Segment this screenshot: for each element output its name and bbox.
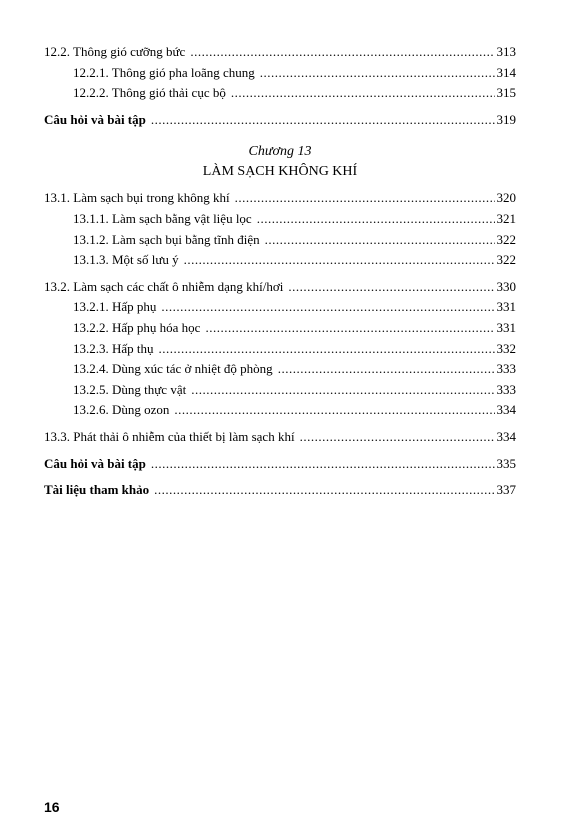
toc-entry-page: 335 xyxy=(496,455,516,471)
toc-entry-page: 321 xyxy=(496,210,516,226)
toc-entry[interactable] xyxy=(44,230,516,251)
toc-entry[interactable] xyxy=(44,454,516,475)
dot-leader xyxy=(265,230,495,251)
toc-entry-title: 13.1.2. Làm sạch bụi bằng tĩnh điện xyxy=(73,231,260,247)
toc-entry-page: 320 xyxy=(496,190,516,206)
chapter-number: Chương 13 xyxy=(248,144,312,160)
toc-entry[interactable] xyxy=(44,277,516,298)
dot-leader xyxy=(191,380,494,401)
chapter-title: LÀM SẠCH KHÔNG KHÍ xyxy=(202,164,358,180)
toc-entry-page: 334 xyxy=(496,428,516,444)
chapter-heading xyxy=(44,142,516,182)
dot-leader xyxy=(231,83,495,104)
toc-entry[interactable] xyxy=(44,318,516,339)
page-number: 16 xyxy=(44,799,60,815)
toc-chapter-13 xyxy=(44,188,516,500)
toc-entry-page: 331 xyxy=(496,299,516,315)
toc-entry-title: 13.1.1. Làm sạch bằng vật liệu lọc xyxy=(73,210,252,226)
dot-leader xyxy=(300,427,495,448)
toc-entry[interactable] xyxy=(44,83,516,104)
toc-entry-page: 319 xyxy=(496,111,516,127)
toc-entry[interactable] xyxy=(44,188,516,209)
toc-entry[interactable] xyxy=(44,297,516,318)
dot-leader xyxy=(154,480,494,501)
toc-entry-page: 333 xyxy=(496,361,516,377)
toc-entry[interactable] xyxy=(44,250,516,271)
toc-entry-title: 12.2.1. Thông gió pha loãng chung xyxy=(73,64,255,80)
toc-entry[interactable] xyxy=(44,359,516,380)
toc-entry-title: 12.2.2. Thông gió thải cục bộ xyxy=(73,85,226,101)
toc-entry-page: 337 xyxy=(496,482,516,498)
toc-entry-page: 333 xyxy=(496,381,516,397)
toc-entry-title: 13.3. Phát thải ô nhiễm của thiết bị làm sạch khí xyxy=(44,428,295,444)
toc-entry-title: Câu hỏi và bài tập xyxy=(44,455,146,471)
dot-leader xyxy=(190,42,494,63)
dot-leader xyxy=(151,110,495,131)
dot-leader xyxy=(205,318,494,339)
toc-entry-title: 13.2.3. Hấp thụ xyxy=(73,340,154,356)
toc-entry[interactable] xyxy=(44,427,516,448)
toc-chapter-12-tail xyxy=(44,42,516,130)
toc-entry[interactable] xyxy=(44,209,516,230)
toc-entry-title: 13.2.6. Dùng ozon xyxy=(73,402,170,418)
toc-entry-title: 13.1. Làm sạch bụi trong không khí xyxy=(44,190,230,206)
toc-entry-page: 315 xyxy=(496,85,516,101)
toc-entry-page: 334 xyxy=(496,402,516,418)
toc-entry-title: 13.2.5. Dùng thực vật xyxy=(73,381,187,397)
dot-leader xyxy=(257,209,495,230)
toc-entry[interactable] xyxy=(44,42,516,63)
toc-entry-page: 330 xyxy=(496,278,516,294)
toc-entry-page: 332 xyxy=(496,340,516,356)
toc-entry-page: 322 xyxy=(496,231,516,247)
dot-leader xyxy=(260,63,495,84)
toc-entry-page: 314 xyxy=(496,64,516,80)
toc-entry[interactable] xyxy=(44,339,516,360)
toc-entry-title: 13.2.2. Hấp phụ hóa học xyxy=(73,319,201,335)
dot-leader xyxy=(161,297,494,318)
dot-leader xyxy=(278,359,495,380)
dot-leader xyxy=(184,250,495,271)
dot-leader xyxy=(174,400,494,421)
toc-entry-title: Câu hỏi và bài tập xyxy=(44,111,146,127)
toc-entry-page: 322 xyxy=(496,252,516,268)
toc-entry-title: 13.2.4. Dùng xúc tác ở nhiệt độ phòng xyxy=(73,361,273,377)
toc-entry-title: 13.1.3. Một số lưu ý xyxy=(73,252,179,268)
toc-entry[interactable] xyxy=(44,400,516,421)
toc-entry-title: Tài liệu tham khảo xyxy=(44,482,150,498)
toc-entry-page: 331 xyxy=(496,319,516,335)
dot-leader xyxy=(159,339,495,360)
table-of-contents xyxy=(44,42,516,501)
toc-entry-title: 13.2.1. Hấp phụ xyxy=(73,299,157,315)
toc-entry-title: 12.2. Thông gió cưỡng bức xyxy=(44,44,186,59)
toc-entry[interactable] xyxy=(44,480,516,501)
toc-entry[interactable] xyxy=(44,63,516,84)
toc-entry[interactable] xyxy=(44,110,516,131)
toc-entry[interactable] xyxy=(44,380,516,401)
dot-leader xyxy=(151,454,495,475)
toc-entry-title: 13.2. Làm sạch các chất ô nhiễm dạng khí/hơi xyxy=(44,278,284,294)
toc-entry-page: 313 xyxy=(496,44,516,59)
dot-leader xyxy=(288,277,494,298)
dot-leader xyxy=(235,188,495,209)
